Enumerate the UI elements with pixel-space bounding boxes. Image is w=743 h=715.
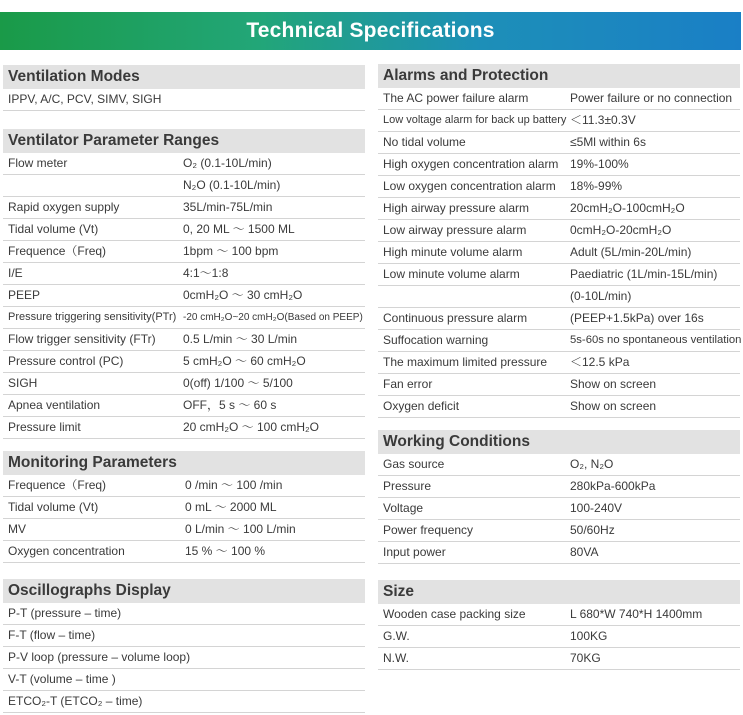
spec-label: Continuous pressure alarm: [383, 311, 528, 325]
spec-label: Frequence（Freq): [8, 244, 107, 258]
spec-value: Paediatric (1L/min-15L/min): [570, 267, 718, 281]
spec-value: 5s-60s no spontaneous ventilation: [570, 334, 742, 346]
section-title: Oscillographs Display: [3, 579, 365, 603]
spec-label: Rapid oxygen supply: [8, 200, 120, 214]
spec-label: High airway pressure alarm: [383, 201, 530, 215]
spec-value: Power failure or no connection: [570, 91, 733, 105]
spec-value: (0-10L/min): [570, 289, 632, 303]
spec-label: Low minute volume alarm: [383, 267, 520, 281]
spec-value: (PEEP+1.5kPa) over 16s: [570, 311, 704, 325]
spec-label: Pressure: [383, 479, 432, 493]
spec-row: [3, 307, 365, 329]
spec-value: ＜12.5 kPa: [570, 355, 630, 369]
spec-row: [378, 396, 740, 418]
spec-value: 100-240V: [570, 501, 623, 515]
section-title: Ventilator Parameter Ranges: [3, 129, 365, 153]
spec-label: Oxygen concentration: [8, 544, 125, 558]
spec-value: Show on screen: [570, 377, 657, 391]
spec-value: 19%-100%: [570, 157, 629, 171]
section-title: Alarms and Protection: [378, 64, 740, 88]
spec-value: Adult (5L/min-20L/min): [570, 245, 692, 259]
spec-label: F-T (flow – time): [8, 628, 96, 642]
spec-value: 100KG: [570, 629, 608, 643]
spec-row: [3, 603, 365, 625]
spec-label: N.W.: [383, 651, 409, 665]
spec-label: I/E: [8, 266, 23, 280]
spec-label: Input power: [383, 545, 446, 559]
spec-value: 4:1～1:8: [183, 266, 229, 280]
spec-row: [3, 219, 365, 241]
spec-row: [378, 604, 740, 626]
spec-value: ≤5Ml within 6s: [570, 135, 646, 149]
spec-label: Power frequency: [383, 523, 474, 537]
spec-row: [378, 110, 740, 132]
spec-row: [378, 220, 740, 242]
spec-row: [378, 286, 740, 308]
spec-label: PEEP: [8, 288, 41, 302]
spec-row: [3, 285, 365, 307]
spec-value: OFF，5 s ～ 60 s: [183, 398, 277, 412]
spec-label: Apnea ventilation: [8, 398, 101, 412]
spec-value: 280kPa-600kPa: [570, 479, 656, 493]
spec-label: Pressure limit: [8, 420, 81, 434]
spec-row: [378, 154, 740, 176]
spec-row: [3, 647, 365, 669]
spec-value: 0 mL ～ 2000 ML: [185, 500, 277, 514]
page-title: Technical Specifications: [246, 19, 495, 42]
spec-value: 70KG: [570, 651, 601, 665]
spec-row: [3, 475, 365, 497]
spec-row: [378, 374, 740, 396]
spec-row: [3, 417, 365, 439]
spec-row: [378, 352, 740, 374]
spec-label: No tidal volume: [383, 135, 466, 149]
oscillographs-display-section: [3, 579, 365, 713]
spec-row: [3, 263, 365, 285]
ventilation-modes-section: [3, 65, 365, 111]
spec-value: 0cmH₂O-20cmH₂O: [570, 223, 672, 237]
section-title: Ventilation Modes: [3, 65, 365, 89]
size-section: [378, 580, 740, 670]
spec-label: Gas source: [383, 457, 445, 471]
spec-label: ETCO₂-T (ETCO₂ – time): [8, 694, 143, 708]
spec-label: Tidal volume (Vt): [8, 222, 99, 236]
spec-label: Flow trigger sensitivity (FTr): [8, 332, 156, 346]
spec-value: 35L/min-75L/min: [183, 200, 273, 214]
spec-value: 80VA: [570, 545, 599, 559]
spec-label: Pressure control (PC): [8, 354, 124, 368]
spec-value: O₂ (0.1-10L/min): [183, 156, 272, 170]
spec-label: High oxygen concentration alarm: [383, 157, 559, 171]
spec-value: 0cmH₂O ～ 30 cmH₂O: [183, 288, 303, 302]
spec-label: Tidal volume (Vt): [8, 500, 99, 514]
spec-label: P-V loop (pressure – volume loop): [8, 650, 191, 664]
spec-row: [3, 691, 365, 713]
spec-row: [3, 351, 365, 373]
spec-label: IPPV, A/C, PCV, SIMV, SIGH: [8, 92, 162, 106]
spec-row: [3, 373, 365, 395]
spec-value: 0 /min ～ 100 /min: [185, 478, 283, 492]
spec-label: Oxygen deficit: [383, 399, 460, 413]
section-title: Working Conditions: [378, 430, 740, 454]
spec-row: [3, 497, 365, 519]
spec-value: ＜11.3±0.3V: [570, 113, 636, 127]
spec-value: 0.5 L/min ～ 30 L/min: [183, 332, 298, 346]
spec-value: 1bpm ～ 100 bpm: [183, 244, 279, 258]
spec-value: 0 L/min ～ 100 L/min: [185, 522, 296, 536]
spec-label: Frequence（Freq): [8, 478, 107, 492]
spec-row: [378, 198, 740, 220]
spec-label: The AC power failure alarm: [383, 91, 529, 105]
spec-row: [378, 648, 740, 670]
spec-row: [378, 330, 740, 352]
spec-row: [378, 264, 740, 286]
spec-value: 18%-99%: [570, 179, 623, 193]
spec-row: [378, 542, 740, 564]
alarms-and-protection-section: [378, 64, 740, 418]
spec-label: Voltage: [383, 501, 424, 515]
ventilator-parameter-ranges-section: [3, 129, 365, 439]
spec-label: High minute volume alarm: [383, 245, 523, 259]
spec-label: Pressure triggering sensitivity(PTr): [8, 311, 177, 323]
spec-label: SIGH: [8, 376, 38, 390]
spec-row: [378, 176, 740, 198]
spec-value: -20 cmH₂O~20 cmH₂O(Based on PEEP): [183, 312, 363, 323]
spec-label: Fan error: [383, 377, 433, 391]
spec-label: The maximum limited pressure: [383, 355, 548, 369]
spec-row: [3, 395, 365, 417]
spec-label: Low airway pressure alarm: [383, 223, 527, 237]
working-conditions-section: [378, 430, 740, 564]
spec-row: [378, 88, 740, 110]
spec-label: G.W.: [383, 629, 410, 643]
spec-value: O₂, N₂O: [570, 457, 614, 471]
spec-value: 50/60Hz: [570, 523, 615, 537]
spec-row: [3, 197, 365, 219]
spec-value: L 680*W 740*H 1400mm: [570, 607, 703, 621]
spec-label: P-T (pressure – time): [8, 606, 122, 620]
title-banner: [0, 12, 741, 50]
spec-row: [3, 541, 365, 563]
spec-label: Suffocation warning: [383, 333, 489, 347]
spec-label: Low voltage alarm for back up battery: [383, 114, 567, 126]
spec-row: [3, 669, 365, 691]
spec-row: [3, 153, 365, 175]
spec-value: 0, 20 ML ～ 1500 ML: [183, 222, 295, 236]
spec-value: 5 cmH₂O ～ 60 cmH₂O: [183, 354, 306, 368]
section-title: Monitoring Parameters: [3, 451, 365, 475]
spec-label: V-T (volume – time ): [8, 672, 116, 686]
spec-row: [3, 329, 365, 351]
spec-row: [3, 89, 365, 111]
spec-row: [3, 519, 365, 541]
spec-value: Show on screen: [570, 399, 657, 413]
spec-row: [3, 241, 365, 263]
spec-value: 0(off) 1/100 ～ 5/100: [183, 376, 293, 390]
spec-row: [378, 626, 740, 648]
spec-row: [378, 132, 740, 154]
spec-value: 15 % ～ 100 %: [185, 544, 266, 558]
spec-label: Low oxygen concentration alarm: [383, 179, 556, 193]
monitoring-parameters-section: [3, 451, 365, 563]
spec-row: [378, 242, 740, 264]
spec-row: [3, 625, 365, 647]
spec-row: [378, 520, 740, 542]
section-title: Size: [378, 580, 740, 604]
spec-value: 20 cmH₂O ～ 100 cmH₂O: [183, 420, 320, 434]
spec-row: [378, 454, 740, 476]
spec-row: [378, 498, 740, 520]
spec-label: Flow meter: [8, 156, 68, 170]
spec-value: 20cmH₂O-100cmH₂O: [570, 201, 685, 215]
spec-row: [3, 175, 365, 197]
spec-value: N₂O (0.1-10L/min): [183, 178, 281, 192]
spec-row: [378, 308, 740, 330]
spec-label: Wooden case packing size: [383, 607, 526, 621]
spec-row: [378, 476, 740, 498]
spec-label: MV: [8, 522, 26, 536]
